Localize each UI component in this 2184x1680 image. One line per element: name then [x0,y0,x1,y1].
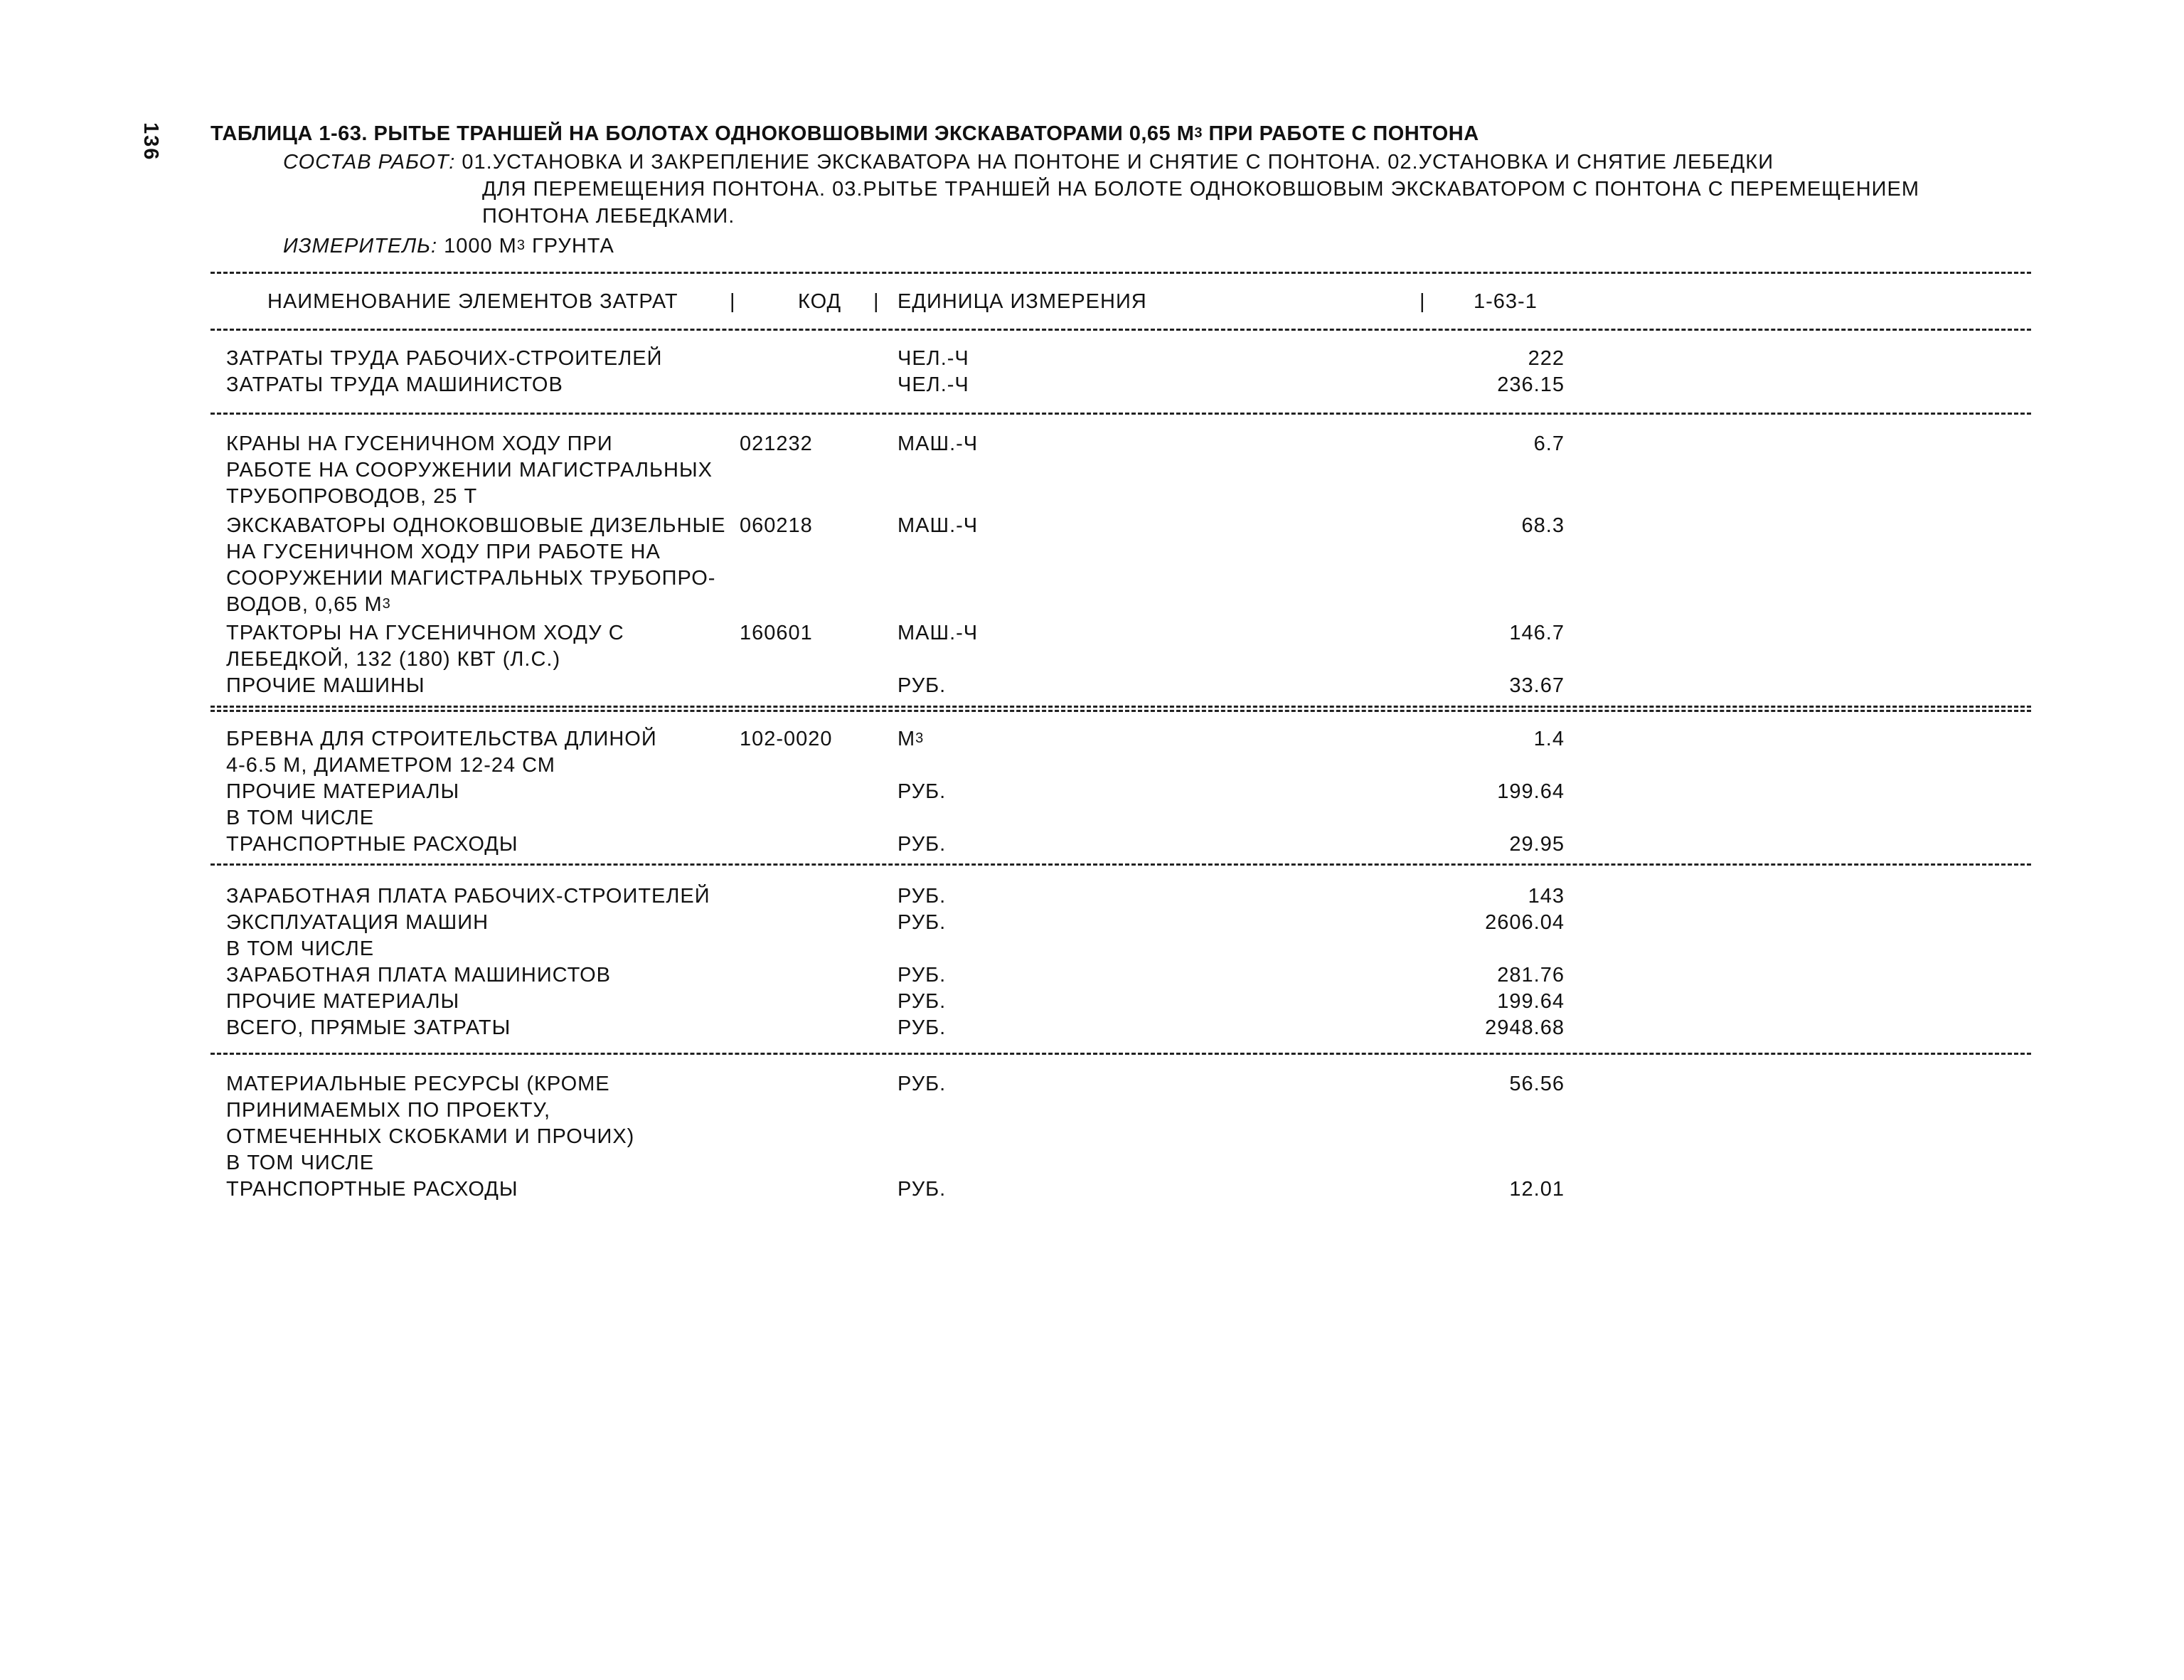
row-value: 199.64 [1497,780,1565,803]
composition-line-2: ДЛЯ ПЕРЕМЕЩЕНИЯ ПОНТОНА. 03.РЫТЬЕ ТРАНШЕЙ НА БОЛОТЕ ОДНОКОВШОВЫМ ЭКСКАВАТОРОМ С ПОНТОНА С ПЕРЕМЕЩЕНИЕМ [482,178,1919,201]
row-unit: РУБ. [897,911,947,934]
row-name: ЗАТРАТЫ ТРУДА РАБОЧИХ-СТРОИТЕЛЕЙ [226,347,663,370]
row-name: ПРОЧИЕ МАТЕРИАЛЫ [226,780,460,803]
header-sep-3: | [1419,290,1426,313]
table-title: ТАБЛИЦА 1-63. РЫТЬЕ ТРАНШЕЙ НА БОЛОТАХ ОДНОКОВШОВЫМИ ЭКСКАВАТОРАМИ 0,65 $М^3$ ПРИ РАБОТЕ С ПОНТОНА [211,122,1479,145]
header-unit: ЕДИНИЦА ИЗМЕРЕНИЯ [897,290,1147,313]
row-name: В ТОМ ЧИСЛЕ [226,1152,375,1174]
row-value: 143 [1528,885,1565,908]
page-number: 136 [139,122,162,161]
row-value: 281.76 [1497,964,1565,987]
row-name: В ТОМ ЧИСЛЕ [226,807,375,829]
row-unit: МАШ.-Ч [897,622,979,644]
row-unit: ЧЕЛ.-Ч [897,373,969,396]
row-value: 56.56 [1509,1073,1565,1095]
row-unit: РУБ. [897,1073,947,1095]
row-name: ЗАТРАТЫ ТРУДА МАШИНИСТОВ [226,373,563,396]
row-value: 29.95 [1509,833,1565,856]
row-name: РАБОТЕ НА СООРУЖЕНИИ МАГИСТРАЛЬНЫХ [226,459,713,482]
row-unit: РУБ. [897,833,947,856]
section-divider [211,706,2031,708]
row-unit: РУБ. [897,885,947,908]
rule-top [211,272,2031,274]
row-value: 199.64 [1497,990,1565,1013]
row-name: КРАНЫ НА ГУСЕНИЧНОМ ХОДУ ПРИ [226,432,613,455]
row-value: 236.15 [1497,373,1565,396]
row-value: 33.67 [1509,674,1565,697]
row-name: СООРУЖЕНИИ МАГИСТРАЛЬНЫХ ТРУБОПРО- [226,567,716,590]
row-name: ПРОЧИЕ МАТЕРИАЛЫ [226,990,460,1013]
row-value: 1.4 [1533,728,1565,750]
row-name: ЗАРАБОТНАЯ ПЛАТА РАБОЧИХ-СТРОИТЕЛЕЙ [226,885,710,908]
header-sep-2: | [873,290,880,313]
row-value: 12.01 [1509,1178,1565,1201]
row-name: ВОДОВ, 0,65 $М^3$ [226,593,391,616]
row-unit: МАШ.-Ч [897,432,979,455]
row-name: 4-6.5 М, ДИАМЕТРОМ 12-24 СМ [226,754,555,777]
row-code: 021232 [740,432,813,455]
row-name: ЭКСКАВАТОРЫ ОДНОКОВШОВЫЕ ДИЗЕЛЬНЫЕ [226,514,726,537]
row-name: ВСЕГО, ПРЯМЫЕ ЗАТРАТЫ [226,1016,511,1039]
row-unit: РУБ. [897,964,947,987]
row-unit: РУБ. [897,780,947,803]
row-unit: МАШ.-Ч [897,514,979,537]
header-column-id: 1-63-1 [1474,290,1538,313]
row-unit: РУБ. [897,990,947,1013]
section-divider [211,413,2031,415]
row-name: ТРАНСПОРТНЫЕ РАСХОДЫ [226,833,518,856]
row-code: 060218 [740,514,813,537]
row-name: БРЕВНА ДЛЯ СТРОИТЕЛЬСТВА ДЛИНОЙ [226,728,657,750]
header-sep-1: | [730,290,736,313]
row-name: ТРАНСПОРТНЫЕ РАСХОДЫ [226,1178,518,1201]
row-unit: РУБ. [897,1178,947,1201]
row-value: 222 [1528,347,1565,370]
row-name: ТРУБОПРОВОДОВ, 25 Т [226,485,478,508]
row-unit: $М^3$ [897,728,925,750]
row-value: 68.3 [1521,514,1565,537]
row-name: ЗАРАБОТНАЯ ПЛАТА МАШИНИСТОВ [226,964,611,987]
composition-line-3: ПОНТОНА ЛЕБЕДКАМИ. [482,205,735,228]
row-value: 2606.04 [1485,911,1565,934]
row-name: В ТОМ ЧИСЛЕ [226,937,375,960]
row-name: ОТМЕЧЕННЫХ СКОБКАМИ И ПРОЧИХ) [226,1125,635,1148]
section-divider [211,710,2031,712]
composition-line-1: СОСТАВ РАБОТ: 01.УСТАНОВКА И ЗАКРЕПЛЕНИЕ ЭКСКАВАТОРА НА ПОНТОНЕ И СНЯТИЕ С ПОНТОНА. 02.УСТАНОВКА И СНЯТИЕ ЛЕБЕДКИ [283,151,1774,174]
row-value: 6.7 [1533,432,1565,455]
section-divider [211,1053,2031,1055]
row-unit: ЧЕЛ.-Ч [897,347,969,370]
row-value: 2948.68 [1485,1016,1565,1039]
row-code: 160601 [740,622,813,644]
row-name: ТРАКТОРЫ НА ГУСЕНИЧНОМ ХОДУ С [226,622,624,644]
row-name: ПРОЧИЕ МАШИНЫ [226,674,425,697]
row-name: ЭКСПЛУАТАЦИЯ МАШИН [226,911,489,934]
row-code: 102-0020 [740,728,833,750]
row-name: НА ГУСЕНИЧНОМ ХОДУ ПРИ РАБОТЕ НА [226,541,661,563]
rule-header [211,329,2031,331]
row-name: МАТЕРИАЛЬНЫЕ РЕСУРСЫ (КРОМЕ [226,1073,610,1095]
measure-line: ИЗМЕРИТЕЛЬ: 1000 $М^3$ ГРУНТА [283,235,614,257]
header-name: НАИМЕНОВАНИЕ ЭЛЕМЕНТОВ ЗАТРАТ [267,290,678,313]
section-divider [211,863,2031,866]
row-unit: РУБ. [897,674,947,697]
row-unit: РУБ. [897,1016,947,1039]
header-code: КОД [798,290,842,313]
row-value: 146.7 [1509,622,1565,644]
row-name: ЛЕБЕДКОЙ, 132 (180) КВТ (Л.С.) [226,648,561,671]
row-name: ПРИНИМАЕМЫХ ПО ПРОЕКТУ, [226,1099,551,1122]
